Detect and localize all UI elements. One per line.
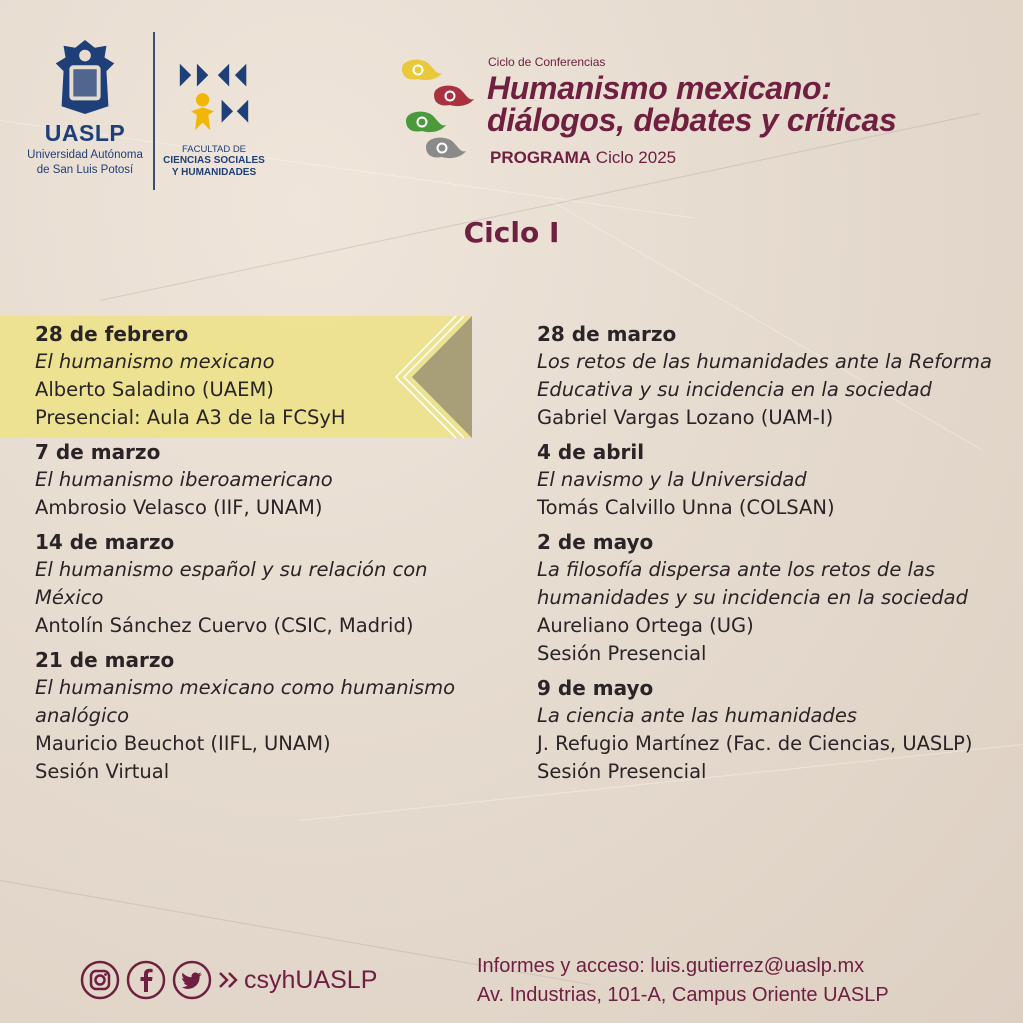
event-talk: La filosofía dispersa ante los retos de las [537, 558, 936, 581]
event-date: 7 de marzo [35, 440, 161, 464]
faculty-line1: FACULTAD DE [181, 144, 247, 155]
event-date: 2 de mayo [537, 530, 654, 554]
double-chevron-icon [218, 960, 240, 1000]
event-date: 4 de abril [537, 440, 645, 464]
cycle-title: Ciclo I [463, 216, 560, 249]
event-talk: humanidades y su incidencia en la sociedad [537, 586, 968, 609]
uaslp-shield-icon [46, 38, 124, 116]
faculty-line3: Y HUMANIDADES [171, 167, 257, 178]
social-handle[interactable]: csyhUASLP [244, 965, 378, 994]
program-cycle: Ciclo 2025 [595, 148, 677, 167]
event-speaker: Aureliano Ortega (UG) [537, 614, 754, 637]
event-note: Sesión Virtual [35, 760, 170, 783]
program-line [490, 148, 676, 168]
event-talk: El navismo y la Universidad [537, 468, 807, 491]
title-line1: Humanismo mexicano: [487, 70, 832, 106]
event-date: 14 de marzo [35, 530, 175, 554]
event-item [35, 320, 485, 432]
event-date: 21 de marzo [35, 648, 175, 672]
schedule-right-column [537, 320, 1017, 786]
university-name-line2: de San Luis Potosí [36, 164, 134, 176]
contact-address-line: Av. Industrias, 101-A, Campus Oriente UASLP [477, 984, 889, 1006]
schedule-left-column [35, 320, 485, 786]
event-item [35, 646, 485, 786]
event-note: Sesión Presencial [537, 642, 707, 665]
event-item [35, 528, 485, 640]
event-speaker: Tomás Calvillo Unna (COLSAN) [537, 496, 835, 519]
event-talk: La ciencia ante las humanidades [537, 704, 857, 727]
event-talk: Los retos de las humanidades ante la Reforma [537, 350, 992, 373]
event-speaker: Gabriel Vargas Lozano (UAM-I) [537, 406, 834, 429]
event-speaker: Ambrosio Velasco (IIF, UNAM) [35, 496, 323, 519]
header-divider [153, 32, 155, 190]
event-talk: El humanismo mexicano [35, 350, 275, 373]
event-speaker: J. Refugio Martínez (Fac. de Ciencias, UASLP) [537, 732, 973, 755]
event-note: Sesión Presencial [537, 760, 707, 783]
event-note: Presencial: Aula A3 de la FCSyH [35, 406, 346, 429]
event-talk: El humanismo mexicano como humanismo [35, 676, 456, 699]
event-talk: El humanismo iberoamericano [35, 468, 333, 491]
page-title [487, 72, 897, 136]
uaslp-logo [22, 38, 148, 190]
contact-email-line[interactable]: Informes y acceso: luis.gutierrez@uaslp.mx [477, 955, 865, 977]
program-label: PROGRAMA [490, 148, 592, 167]
event-date: 9 de mayo [537, 676, 654, 700]
event-speaker: Alberto Saladino (UAEM) [35, 378, 274, 401]
event-speaker: Antolín Sánchez Cuervo (CSIC, Madrid) [35, 614, 414, 637]
university-name-line1: Universidad Autónoma [27, 149, 143, 161]
event-date: 28 de febrero [35, 322, 189, 346]
social-links [80, 958, 377, 1002]
event-talk: Educativa y su incidencia en la sociedad [537, 378, 932, 401]
event-speaker: Mauricio Beuchot (IIFL, UNAM) [35, 732, 331, 755]
faculty-logo [160, 58, 268, 179]
contact-info [477, 952, 889, 1010]
uaslp-abbr: UASLP [44, 120, 126, 146]
twitter-icon[interactable] [172, 960, 212, 1000]
event-item [537, 438, 1017, 522]
title-line2: diálogos, debates y críticas [487, 102, 897, 138]
event-talk: El humanismo español y su relación con [35, 558, 428, 581]
event-item [35, 438, 485, 522]
facebook-icon[interactable] [126, 960, 166, 1000]
event-item [537, 674, 1017, 786]
faculty-line2: CIENCIAS SOCIALES [163, 155, 265, 166]
series-label: Ciclo de Conferencias [488, 55, 606, 69]
instagram-icon[interactable] [80, 960, 120, 1000]
dialogue-bubbles-icon [396, 55, 480, 170]
event-date: 28 de marzo [537, 322, 677, 346]
event-talk: analógico [35, 704, 130, 727]
faculty-mark-icon [176, 58, 252, 134]
event-item [537, 320, 1017, 432]
event-item [537, 528, 1017, 668]
event-talk: México [35, 586, 104, 609]
